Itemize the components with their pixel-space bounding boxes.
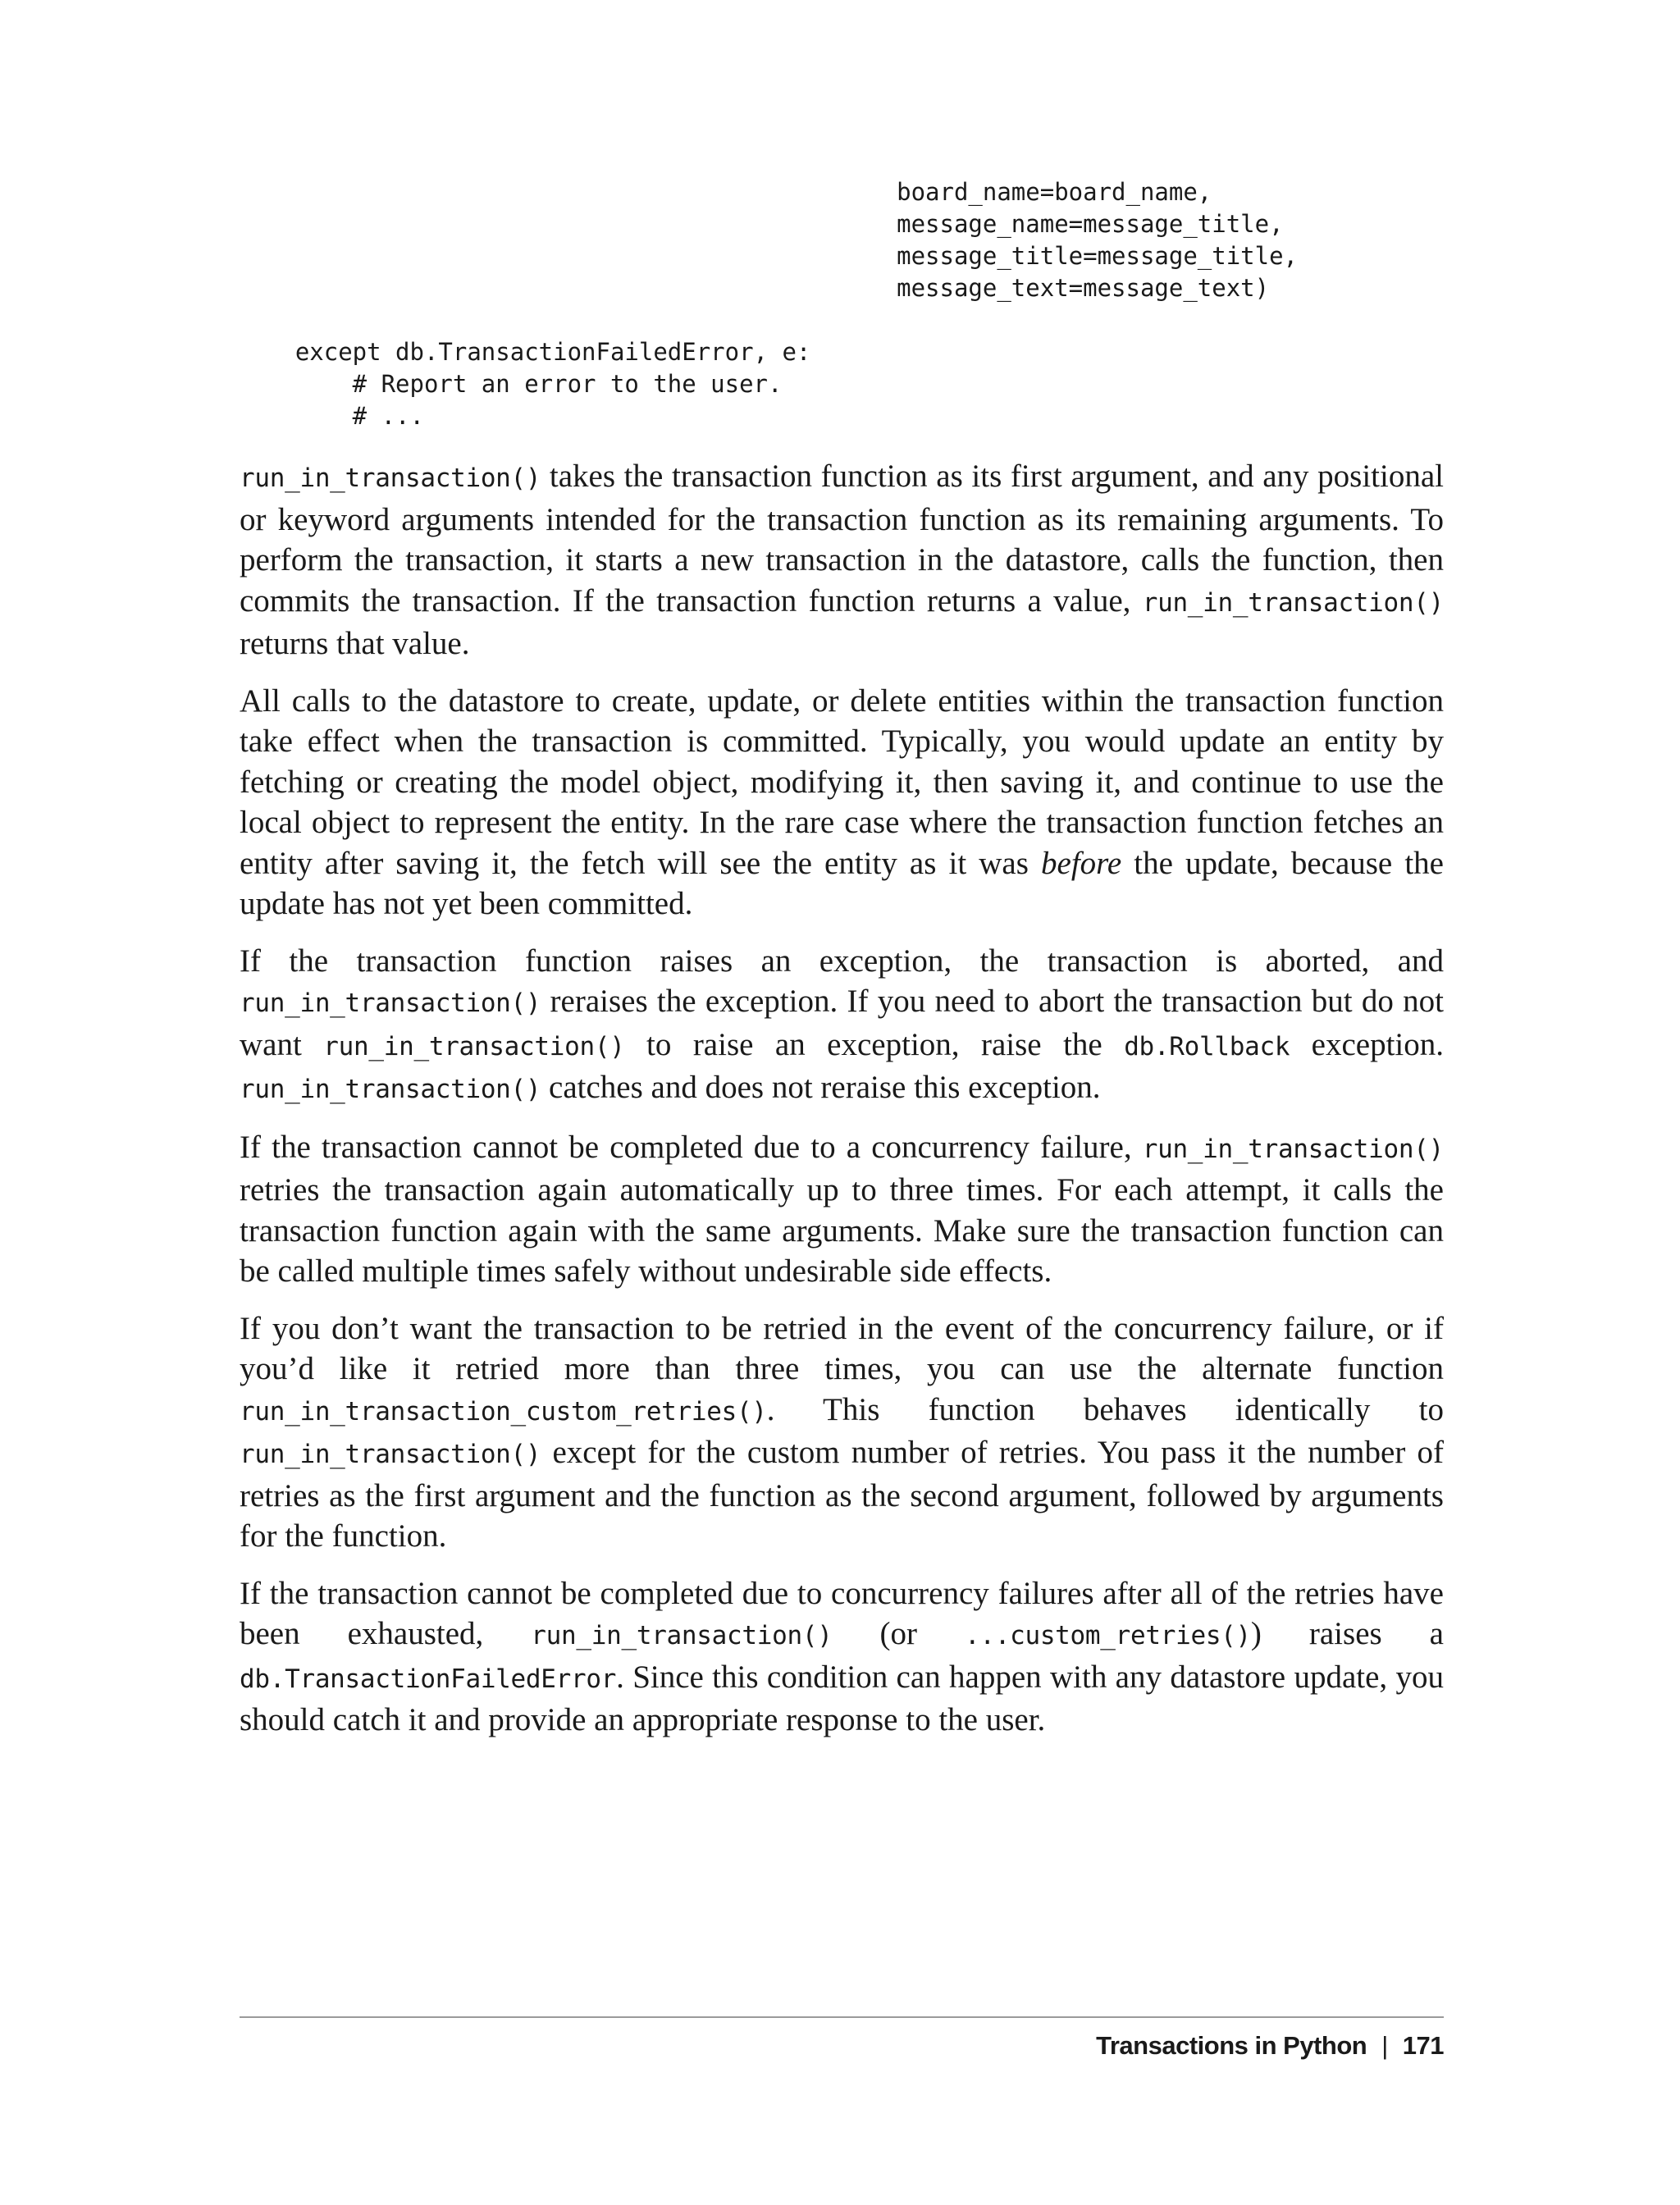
text-run: If you don’t want the transaction to be retried in the event of the concurrency failure, or if you’d like it retried more than three times, you can use the alternate function xyxy=(240,1310,1444,1386)
inline-code: run_in_transaction() xyxy=(323,1031,625,1061)
body-text xyxy=(240,456,1444,1757)
code-line xyxy=(238,304,1298,336)
inline-code: run_in_transaction() xyxy=(240,463,541,493)
emphasis: before xyxy=(1041,845,1122,881)
code-line: except db.TransactionFailedError, e: xyxy=(238,338,811,366)
text-run: If the transaction cannot be completed due to a concurrency failure, xyxy=(240,1129,1143,1165)
text-run: . This function behaves identically to xyxy=(766,1391,1444,1427)
text-run: All calls to the datastore to create, update, or delete entities within the transaction function take effect when the transaction is committed. Typically, you would update an entity by fetching or creating the model object, modifying it, then saving it, and continue to use the local object to represent the entity. In the rare case where the transaction function fetches an entity after saving it, the fetch will see the entity as it was xyxy=(240,682,1444,881)
text-run: retries the transaction again automatically up to three times. For each attempt, it calls the transaction function again with the same arguments. Make sure the transaction function can be called multiple times safely without undesirable side effects. xyxy=(240,1172,1444,1289)
text-run: (or xyxy=(832,1616,965,1651)
text-run: to raise an exception, raise the xyxy=(624,1026,1125,1062)
inline-code: run_in_transaction() xyxy=(240,1075,541,1104)
text-run: exception. xyxy=(1290,1026,1445,1062)
code-line: message_title=message_title, xyxy=(238,242,1299,270)
code-line: message_name=message_title, xyxy=(238,210,1284,238)
code-line: # ... xyxy=(238,402,424,430)
code-line: # Report an error to the user. xyxy=(238,370,783,398)
paragraph-run-in-transaction xyxy=(240,456,1444,664)
page-number: 171 xyxy=(1402,2031,1444,2060)
paragraph-custom-retries xyxy=(240,1308,1444,1557)
code-line: message_text=message_text) xyxy=(238,274,1270,302)
inline-code: run_in_transaction() xyxy=(531,1621,833,1650)
inline-code: ...custom_retries() xyxy=(965,1621,1251,1650)
inline-code: run_in_transaction() xyxy=(1142,1134,1444,1164)
text-run: reraises the exception. If you need to abort the transaction but do not want xyxy=(240,984,1444,1062)
text-run: ) raises a xyxy=(1250,1616,1444,1651)
paragraph-transaction-failed xyxy=(240,1573,1444,1741)
inline-code: run_in_transaction() xyxy=(1142,587,1444,618)
text-run: except for the custom number of retries. You pass it the number of retries as the first argument and the function as the second argument, followed by arguments for the function. xyxy=(240,1435,1444,1554)
inline-code: run_in_transaction_custom_retries() xyxy=(240,1396,767,1427)
text-run: returns that value. xyxy=(240,626,470,661)
footer-section-title: Transactions in Python xyxy=(1096,2031,1367,2060)
text-run: If the transaction cannot be completed due to concurrency failures after all of the retries have been exhausted, xyxy=(240,1575,1444,1651)
text-run: . Since this condition can happen with any datastore update, you should catch it and provide an appropriate response to the user. xyxy=(240,1659,1444,1737)
text-run: catches and does not reraise this exception. xyxy=(541,1070,1101,1105)
footer-separator: | xyxy=(1381,2031,1388,2060)
text-run: takes the transaction function as its first argument, and any positional or keyword arguments intended for the transaction function as its remaining arguments. To perform the transaction, it starts a new transaction in the datastore, calls the function, then commits the transaction. If the transaction function returns a value, xyxy=(240,459,1444,619)
footer-rule xyxy=(240,2016,1444,2018)
inline-code: db.TransactionFailedError xyxy=(240,1664,617,1694)
inline-code: run_in_transaction() xyxy=(240,988,541,1018)
inline-code: db.Rollback xyxy=(1124,1031,1290,1061)
code-line: board_name=board_name, xyxy=(238,178,1212,206)
text-run: If the transaction function raises an exception, the transaction is aborted, and xyxy=(240,943,1444,979)
inline-code: run_in_transaction() xyxy=(240,1440,541,1469)
code-listing xyxy=(238,176,1298,432)
paragraph-exceptions xyxy=(240,941,1444,1111)
paragraph-concurrency-retries xyxy=(240,1127,1444,1292)
text-run: the update, because the update has not yet been committed. xyxy=(240,845,1444,921)
page-footer xyxy=(1096,2031,1444,2061)
paragraph-datastore-calls xyxy=(240,681,1444,924)
